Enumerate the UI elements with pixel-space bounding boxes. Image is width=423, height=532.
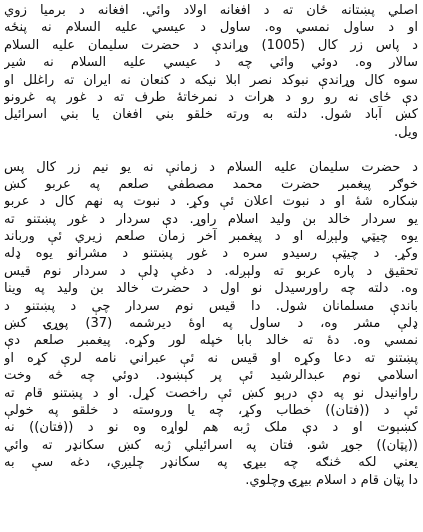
text-line: باندې مسلمانان شول. دا قيس نوم سردار چې د پښتنو د [4,298,418,314]
paragraph-gap [4,141,418,158]
text-line: دا پټان قام د اسلام بيړۍ وچلوي. [245,472,418,488]
text-line: پښتنو ته دعا وکړه او قيس نه ئې عبراني نامه لرې کړه او [4,350,418,366]
text-line: اسلامي نوم عبدالرشيد ئې پر کېښود. دوئي چه څه وخت [4,368,418,384]
text-line: ښکاره شۀ او د نبوت اعلان ئې وکړ. د نبوت په نهم کال د عربو [4,194,418,210]
text-line: تحقيق د پاره عربو ته ولېږله. د دغې ډلې د سردار نوم قيس [4,263,418,279]
text-line: ((پټان)) جوړ شو. فتان په اسرائيلي ژبه کښ سکانډر ته وائي [4,437,418,453]
text-line: خوګر پيغمبر حضرت محمد مصطفي صلعم په عربو کښ [4,176,418,192]
text-line: کښ آباد شول. دلته به ورته خلقو بني افغان يا بني اسرائيل [4,107,418,123]
text-line: وکړ. د چيټې رسيدو سره د غور پښتنو د مشرانو يوه ډله [4,246,418,262]
text-line: ئې د ((فتان)) خطاب وکړ، چه يا وروسته د خلقو په خولې [4,402,418,418]
text-line: يعني لکه څنګه چه بيړۍ په سکانډر چليږي، دغه سې به [4,455,418,471]
text-line: د حضرت سليمان عليه السلام د زمانې نه يو نيم زر کال پس [4,159,418,175]
text-line: او د ساول نمسي وه. ساول د عيسي عليه السلام نه پنځه [4,20,418,36]
text-line: ويل. [393,124,418,140]
text-line: وه. دلته چه راورسيدل نو اول د حضرت خالد بن وليد په وينا [4,281,418,297]
text-line: يوه چيټي ولېږله او د پيغمبر آخر زمان صلعم زيري ئې ورباند [4,229,418,245]
text-line: يو سردار خالد بن وليد اسلام راوړ. دې سردار د غور پښتنو ته [4,211,418,227]
paragraph-2 [4,159,418,489]
text-line: دې ځای نه رو رو د هرات د نمرخاتۀ طرف ته د غور په غرونو [4,89,418,105]
text-line: سالار وه. دوئي وائي چه د عيسي عليه السلام نه شير [4,55,418,71]
text-line: کښېوت او د دې ملک ژبه هم لواړه وه نو د ((فتان)) نه [4,420,418,436]
text-line: اصلي پښتانه ځان ته د افغانه اولاد وائي. افغانه د برميا زوي [4,3,418,18]
text-line: ډلې مشر وه، د ساول په اوۀ ديرشمه (37) پوړۍ کښ [4,316,418,332]
paragraph-1 [4,2,418,141]
text-line: راوانيدل نو په دې درېو کښ ئې راخصت کړل. او د پښتنو قام ته [4,385,418,401]
text-line: سوه کال وړاندې نبوکد نصر ابلا نيکه د کنعان نه ايران ته راغلل او [4,72,418,88]
text-line: نمسي وه. دۀ ته خالد بابا خپله لور وکړه. پيغمبر صلعم دې [4,333,418,349]
text-line: د پاس زر کال (1005) وړاندې د حضرت سليمان عليه السلام [4,37,418,53]
